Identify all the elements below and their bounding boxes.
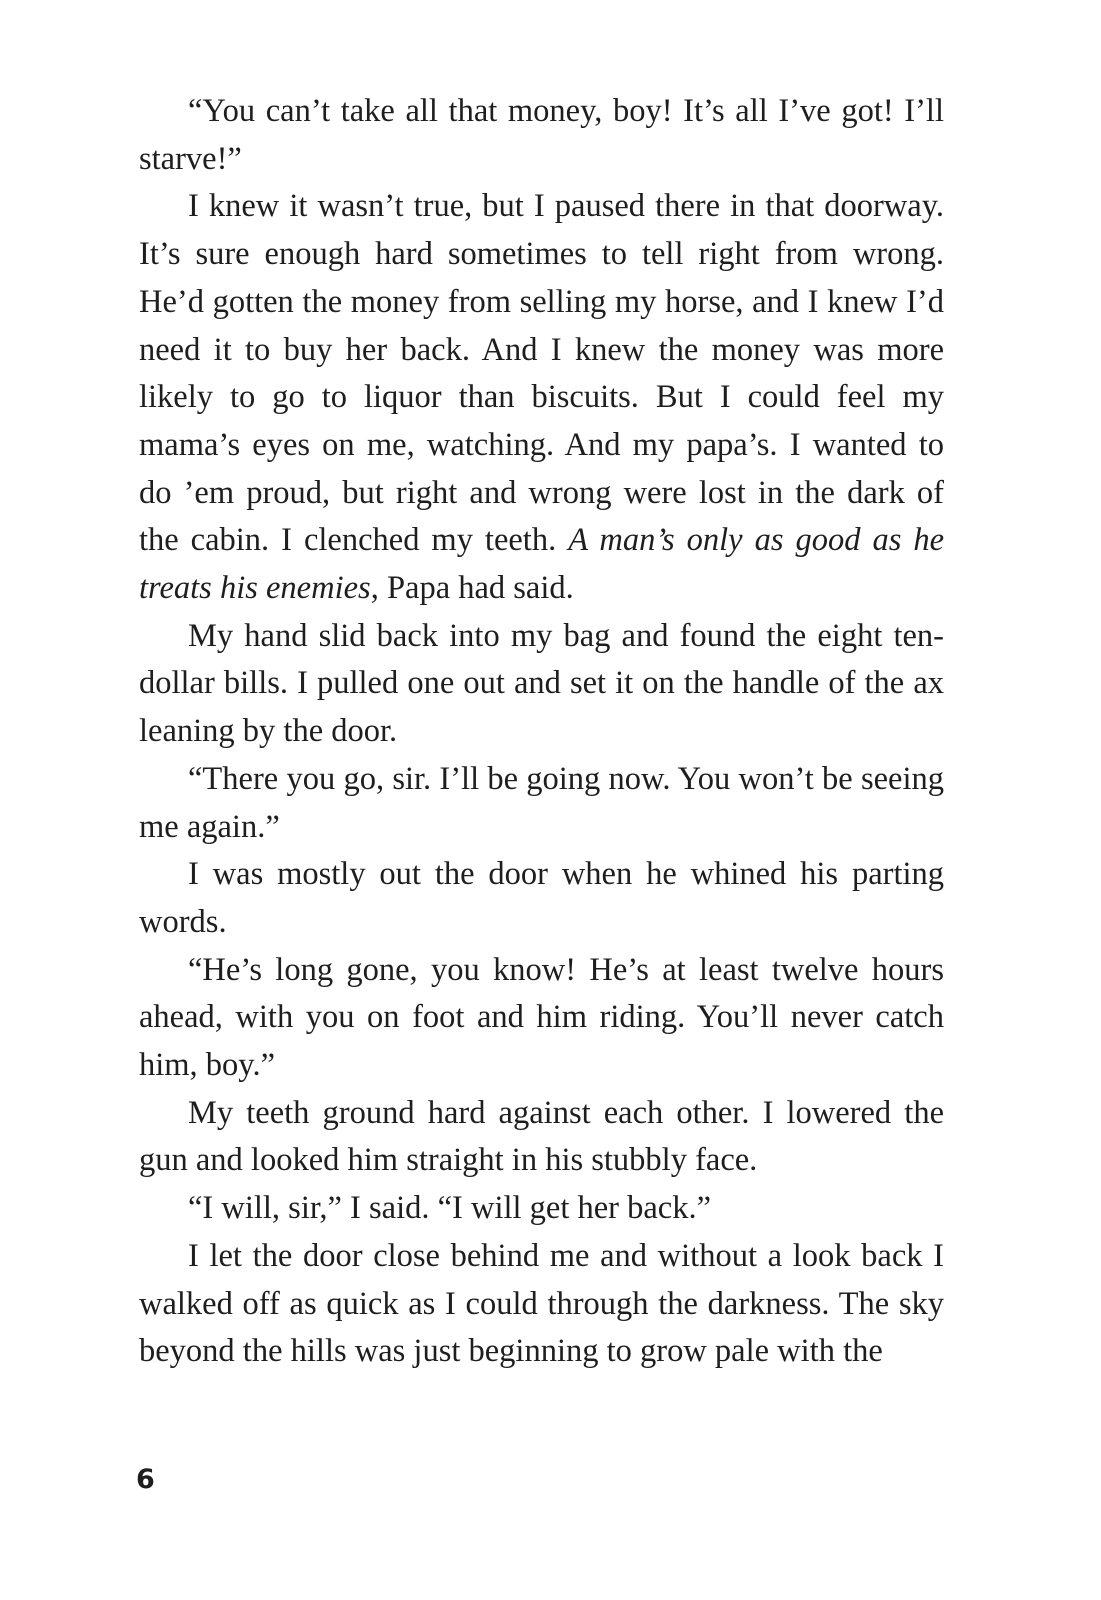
paragraph [139,1090,944,1185]
text-run: I let the door close behind me and without a look back I walked off as quick as I could through the darkness. The sky beyond the hills was just beginning to grow pale with the [139,1237,944,1370]
text-run: I was mostly out the door when he whined his parting words. [139,856,944,940]
text-run: I knew it wasn’t true, but I paused there in that doorway. It’s sure enough hard sometimes to tell right from wrong. He’d gotten the money from selling my horse, and I knew I’d need it to buy her back. And I knew the money was more likely to go to liquor than biscuits. But I could feel my mama’s eyes on me, watching. And my papa’s. I wanted to do ’em proud, but right and wrong were lost in the dark of the cabin. I clenched my teeth. [139,188,944,559]
body-text [139,88,944,1376]
paragraph [139,1185,944,1233]
paragraph [139,756,944,851]
page-number: 6 [136,1464,155,1495]
paragraph [139,88,944,183]
text-run: , Papa had said. [370,570,574,607]
text-run: My hand slid back into my bag and found the eight ten-dollar bills. I pulled one out and set it on the handle of the ax leaning by the door. [139,617,944,750]
text-run: My teeth ground hard against each other. I lowered the gun and looked him straight in his stubbly face. [139,1094,944,1179]
italic-text-run: A man’s only as good as he treats his enemies [139,522,944,607]
paragraph [139,947,944,1090]
paragraph [139,1233,944,1376]
text-run: “He’s long gone, you know! He’s at least twelve hours ahead, with you on foot and him riding. You’ll never catch him, boy.” [139,951,944,1084]
text-run: “You can’t take all that money, boy! It’s all I’ve got! I’ll starve!” [139,93,944,177]
paragraph [139,851,944,946]
text-run: “I will, sir,” I said. “I will get her back.” [188,1190,712,1227]
paragraph [139,183,944,612]
text-run: “There you go, sir. I’ll be going now. You won’t be seeing me again.” [139,760,944,845]
paragraph [139,613,944,756]
